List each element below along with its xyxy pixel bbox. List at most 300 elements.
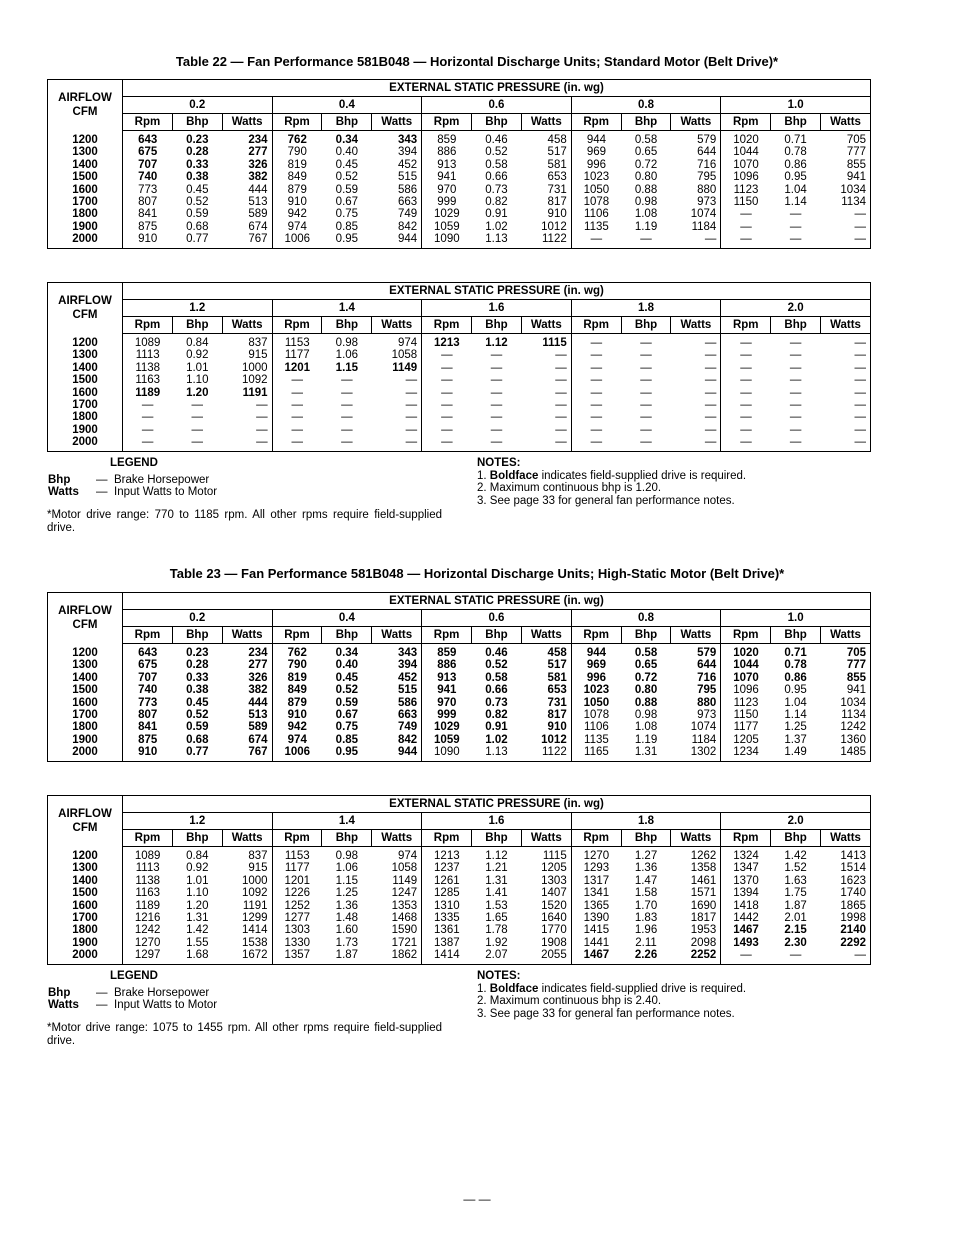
watts-cell: 382 — [248, 171, 268, 184]
bhp-cell: 0.98 — [634, 196, 658, 209]
rpm-cell: 1059 — [422, 734, 472, 746]
rpm-cell: 875 — [123, 221, 173, 233]
bhp-cell: 0.58 — [485, 671, 508, 684]
rpm-cell: 879 — [272, 184, 322, 196]
rpm-cell: 762 — [272, 131, 322, 147]
legend-desc: Input Watts to Motor — [114, 486, 218, 498]
table-row — [48, 334, 871, 350]
note-bold: Boldface — [489, 982, 539, 995]
rpm-cell: 1261 — [422, 875, 472, 887]
bhp-cell: 0.66 — [485, 171, 508, 184]
watts-cell: — — [704, 374, 717, 387]
rpm-cell: 886 — [422, 659, 472, 671]
bhp-cell: 0.67 — [335, 709, 359, 722]
bhp-cell: 2.07 — [485, 949, 508, 962]
rpm-cell: 1341 — [571, 887, 621, 899]
rpm-cell: 1387 — [422, 937, 472, 949]
bhp-cell: 0.52 — [335, 684, 359, 697]
airflow-cell: 1800 — [48, 721, 123, 733]
airflow-cell: 1200 — [48, 644, 123, 660]
rpm-header: Rpm — [571, 317, 621, 334]
watts-cell: 1740 — [840, 887, 866, 900]
rpm-cell: 1213 — [422, 847, 472, 863]
watts-cell: 382 — [248, 684, 268, 697]
table-row — [48, 424, 871, 436]
bhp-cell: — — [191, 436, 204, 449]
bhp-cell: 2.26 — [634, 949, 658, 962]
table-row — [48, 171, 871, 183]
rpm-cell: 1050 — [571, 184, 621, 196]
rpm-cell: 969 — [571, 659, 621, 671]
rpm-cell: 1493 — [721, 937, 771, 949]
watts-cell: 515 — [397, 171, 418, 184]
airflow-cell: 1800 — [48, 208, 123, 220]
rpm-cell: 1135 — [571, 734, 621, 746]
rpm-cell: — — [571, 436, 621, 451]
legend-dash: — — [96, 986, 108, 999]
table-row — [48, 436, 871, 451]
rpm-cell: 1370 — [721, 875, 771, 887]
bhp-header: Bhp — [771, 830, 821, 847]
watts-cell: 705 — [846, 134, 866, 146]
airflow-cell: 1700 — [48, 399, 123, 411]
watts-cell: 855 — [846, 158, 866, 171]
watts-cell: — — [854, 949, 866, 962]
rpm-cell: — — [571, 334, 621, 350]
bhp-cell: 1.96 — [634, 924, 658, 937]
watts-cell: — — [704, 349, 717, 362]
bhp-cell: 1.65 — [485, 912, 508, 925]
bhp-cell: — — [490, 374, 503, 387]
pressure-group-header: 0.4 — [272, 610, 422, 627]
watts-cell: 1461 — [690, 874, 717, 887]
bhp-cell: — — [191, 411, 204, 424]
table-row — [48, 937, 871, 949]
watts-cell: — — [405, 423, 418, 436]
watts-cell: — — [854, 411, 866, 424]
watts-cell: 880 — [697, 183, 717, 196]
table-row — [48, 912, 871, 924]
table-row — [48, 374, 871, 386]
bhp-header: Bhp — [172, 114, 222, 131]
bhp-cell: 0.71 — [784, 647, 807, 659]
rpm-cell: 879 — [272, 697, 322, 709]
bhp-cell: 0.72 — [634, 671, 658, 684]
rpm-cell: 1205 — [721, 734, 771, 746]
rpm-cell: 859 — [422, 131, 472, 147]
pressure-group-header: 2.0 — [721, 300, 871, 317]
rpm-cell: — — [272, 387, 322, 399]
table-row — [48, 697, 871, 709]
watts-cell: — — [704, 399, 717, 412]
legend-row-bhp — [48, 987, 217, 1000]
bhp-cell: 0.45 — [186, 183, 209, 196]
watts-cell: 795 — [697, 684, 717, 697]
rpm-cell: — — [422, 424, 472, 436]
bhp-cell: — — [191, 399, 204, 412]
watts-cell: 767 — [248, 746, 268, 759]
bhp-cell: 1.75 — [784, 887, 807, 900]
rpm-cell: 1020 — [721, 131, 771, 147]
bhp-cell: 0.82 — [485, 709, 508, 722]
legend-row-bhp — [48, 474, 217, 487]
bhp-cell: — — [341, 386, 353, 399]
bhp-cell: 0.40 — [335, 146, 359, 159]
bhp-cell: 1.08 — [634, 721, 658, 734]
watts-cell: — — [854, 349, 866, 362]
bhp-cell: 0.68 — [186, 733, 209, 746]
bhp-cell: 1.49 — [784, 746, 807, 759]
rpm-cell: 1414 — [422, 949, 472, 964]
notes-22 — [477, 457, 746, 507]
rpm-cell: — — [721, 374, 771, 386]
bhp-cell: — — [341, 436, 353, 449]
watts-header: Watts — [222, 114, 272, 131]
watts-cell: — — [555, 399, 567, 412]
bhp-cell: 1.48 — [335, 912, 359, 925]
note-item — [477, 995, 746, 1008]
bhp-cell: 0.58 — [634, 647, 658, 659]
bhp-cell: 0.85 — [335, 220, 359, 233]
bhp-cell: — — [789, 949, 802, 962]
watts-cell: — — [854, 436, 866, 449]
rpm-cell: — — [571, 349, 621, 361]
rpm-cell: — — [422, 399, 472, 411]
legend-22 — [48, 457, 217, 499]
footnote-22: *Motor drive range: 770 to 1185 rpm. All other rpms require field-supplied drive. — [47, 509, 442, 534]
table-row — [48, 362, 871, 374]
watts-cell: 944 — [397, 233, 418, 246]
watts-cell: 1413 — [840, 850, 866, 862]
bhp-header: Bhp — [322, 317, 372, 334]
rpm-cell: 643 — [123, 644, 173, 660]
watts-cell: 1034 — [840, 183, 866, 196]
bhp-cell: 0.68 — [186, 220, 209, 233]
bhp-cell: 2.15 — [784, 924, 807, 937]
watts-cell: 326 — [248, 671, 268, 684]
bhp-cell: 0.45 — [335, 158, 359, 171]
watts-cell: 1414 — [241, 924, 268, 937]
rpm-cell: 1310 — [422, 900, 472, 912]
rpm-header: Rpm — [571, 114, 621, 131]
watts-header: Watts — [521, 317, 571, 334]
note-text: See page 33 for general fan performance notes. — [489, 494, 735, 507]
watts-cell: 1485 — [840, 746, 866, 759]
bhp-cell: 2.11 — [635, 936, 657, 949]
bhp-header: Bhp — [172, 627, 222, 644]
bhp-cell: — — [490, 436, 503, 449]
watts-cell: 343 — [397, 134, 418, 146]
watts-cell: 944 — [397, 746, 418, 759]
note-number: 2. — [477, 482, 490, 494]
bhp-cell: 0.52 — [186, 709, 209, 722]
bhp-cell: 1.20 — [186, 899, 209, 912]
rpm-cell: 996 — [571, 672, 621, 684]
airflow-header — [48, 80, 123, 131]
bhp-cell: 0.84 — [186, 850, 209, 862]
pressure-group-header: 1.4 — [272, 813, 422, 830]
esp-header: EXTERNAL STATIC PRESSURE (in. wg) — [123, 80, 871, 97]
bhp-cell: 0.52 — [485, 146, 508, 159]
pressure-group-header: 0.4 — [272, 97, 422, 114]
watts-cell: 586 — [397, 696, 418, 709]
watts-cell: 915 — [248, 349, 268, 362]
watts-cell: 343 — [397, 647, 418, 659]
table-row — [48, 721, 871, 733]
rpm-cell: 1029 — [422, 208, 472, 220]
rpm-cell: 1113 — [123, 862, 173, 874]
bhp-cell: — — [789, 208, 802, 221]
bhp-cell: 1.12 — [485, 850, 508, 862]
rpm-cell: — — [721, 208, 771, 220]
rpm-cell: 1165 — [571, 746, 621, 761]
rpm-header: Rpm — [422, 830, 472, 847]
bhp-cell: 1.10 — [186, 374, 209, 387]
watts-cell: 1538 — [241, 936, 268, 949]
rpm-cell: — — [721, 362, 771, 374]
bhp-cell: 0.95 — [784, 171, 807, 184]
note-item — [477, 1008, 746, 1021]
note-number: 2. — [477, 995, 490, 1007]
bhp-cell: 1.19 — [634, 733, 658, 746]
bhp-cell: — — [640, 423, 652, 436]
table-row — [48, 387, 871, 399]
watts-cell: 2098 — [690, 936, 717, 949]
rpm-cell: 1347 — [721, 862, 771, 874]
rpm-cell: 1070 — [721, 159, 771, 171]
bhp-cell: 0.84 — [186, 337, 209, 349]
watts-cell: 1721 — [391, 936, 418, 949]
bhp-cell: 1.27 — [634, 850, 658, 862]
watts-cell: 777 — [846, 146, 866, 159]
legend-title: LEGEND — [110, 457, 158, 469]
airflow-cell: 1400 — [48, 875, 123, 887]
watts-cell: 452 — [397, 158, 418, 171]
watts-cell: 1092 — [241, 374, 268, 387]
rpm-cell: 1138 — [123, 362, 173, 374]
watts-cell: 2292 — [840, 936, 866, 949]
bhp-header: Bhp — [322, 830, 372, 847]
bhp-cell: 1.12 — [485, 337, 508, 349]
rpm-cell: — — [721, 334, 771, 350]
bhp-cell: 0.59 — [186, 721, 209, 734]
rpm-cell: 1467 — [721, 924, 771, 936]
watts-cell: 586 — [397, 183, 418, 196]
bhp-cell: 0.98 — [634, 709, 658, 722]
table-22-part-1 — [47, 79, 871, 249]
watts-cell: — — [704, 386, 717, 399]
watts-cell: 444 — [248, 183, 268, 196]
rpm-cell: 970 — [422, 184, 472, 196]
watts-header: Watts — [821, 317, 871, 334]
table-row — [48, 684, 871, 696]
bhp-cell: — — [341, 374, 353, 387]
bhp-cell: 0.58 — [485, 158, 508, 171]
rpm-cell: 1361 — [422, 924, 472, 936]
watts-cell: 716 — [697, 671, 717, 684]
watts-cell: 1122 — [542, 233, 567, 246]
legend-23 — [48, 970, 217, 1012]
rpm-cell: 886 — [422, 146, 472, 158]
rpm-cell: 944 — [571, 131, 621, 147]
airflow-cell: 2000 — [48, 949, 123, 964]
bhp-header: Bhp — [621, 317, 671, 334]
watts-cell: — — [405, 386, 418, 399]
rpm-cell: 1189 — [123, 900, 173, 912]
rpm-header: Rpm — [422, 627, 472, 644]
bhp-header: Bhp — [771, 627, 821, 644]
bhp-cell: — — [490, 423, 503, 436]
rpm-cell: — — [571, 399, 621, 411]
rpm-cell: 1078 — [571, 709, 621, 721]
watts-cell: 234 — [248, 647, 268, 659]
rpm-cell: 1138 — [123, 875, 173, 887]
rpm-cell: 1006 — [272, 746, 322, 761]
table-22-part-2 — [47, 282, 871, 452]
watts-cell: 941 — [846, 171, 866, 184]
watts-cell: 1640 — [541, 912, 567, 925]
watts-header: Watts — [222, 830, 272, 847]
watts-cell: 973 — [697, 709, 717, 722]
rpm-cell: 1096 — [721, 171, 771, 183]
bhp-cell: 0.33 — [186, 671, 209, 684]
rpm-cell: — — [123, 424, 173, 436]
bhp-cell: 0.46 — [485, 647, 508, 659]
watts-cell: — — [854, 361, 866, 374]
pressure-group-header: 0.6 — [422, 610, 572, 627]
table-row — [48, 349, 871, 361]
airflow-cell: 1800 — [48, 924, 123, 936]
bhp-cell: 0.45 — [335, 671, 359, 684]
watts-cell: 458 — [547, 647, 567, 659]
rpm-cell: 999 — [422, 196, 472, 208]
rpm-cell: — — [272, 424, 322, 436]
watts-cell: 817 — [547, 709, 567, 722]
rpm-header: Rpm — [123, 317, 173, 334]
watts-cell: 1358 — [690, 862, 717, 875]
rpm-cell: 849 — [272, 171, 322, 183]
table-row — [48, 924, 871, 936]
esp-header: EXTERNAL STATIC PRESSURE (in. wg) — [123, 593, 871, 610]
watts-cell: 517 — [547, 146, 567, 159]
bhp-header: Bhp — [771, 114, 821, 131]
watts-cell: 1262 — [690, 850, 717, 862]
bhp-cell: 0.66 — [485, 684, 508, 697]
table-row — [48, 875, 871, 887]
pressure-group-header: 1.4 — [272, 300, 422, 317]
rpm-cell: 944 — [571, 644, 621, 660]
watts-cell: 653 — [547, 684, 567, 697]
bhp-cell: — — [341, 399, 353, 412]
watts-cell: 974 — [397, 850, 418, 862]
bhp-cell: 1.31 — [485, 874, 508, 887]
bhp-cell: 2.01 — [784, 912, 807, 925]
watts-cell: 1770 — [541, 924, 567, 937]
rpm-cell: 707 — [123, 672, 173, 684]
watts-cell: 915 — [248, 862, 268, 875]
notes-title: NOTES: — [477, 457, 521, 469]
watts-cell: 1058 — [391, 349, 418, 362]
watts-header: Watts — [372, 627, 422, 644]
legend-row-watts — [48, 999, 217, 1012]
table-row — [48, 847, 871, 863]
bhp-cell: 0.23 — [186, 647, 209, 659]
watts-cell: 1191 — [242, 386, 268, 399]
watts-cell: 1149 — [392, 874, 418, 887]
bhp-cell: 0.73 — [485, 183, 508, 196]
table-row — [48, 644, 871, 660]
rpm-cell: 1050 — [571, 697, 621, 709]
rpm-cell: 1216 — [123, 912, 173, 924]
watts-header: Watts — [821, 114, 871, 131]
bhp-cell: — — [640, 436, 652, 449]
table-row — [48, 734, 871, 746]
watts-cell: — — [405, 436, 418, 449]
watts-cell: 1205 — [541, 862, 567, 875]
rpm-cell: 1106 — [571, 721, 621, 733]
rpm-cell: — — [272, 436, 322, 451]
rpm-cell: — — [721, 424, 771, 436]
rpm-cell: 910 — [123, 233, 173, 248]
watts-cell: — — [854, 399, 866, 412]
watts-cell: — — [555, 361, 567, 374]
watts-header: Watts — [821, 830, 871, 847]
rpm-cell: 819 — [272, 159, 322, 171]
bhp-cell: 0.78 — [784, 146, 807, 159]
airflow-cell: 2000 — [48, 436, 123, 451]
watts-cell: 277 — [248, 146, 268, 159]
bhp-header: Bhp — [621, 114, 671, 131]
watts-cell: 842 — [397, 220, 418, 233]
bhp-cell: 0.92 — [186, 862, 209, 875]
watts-cell: 1953 — [690, 924, 717, 937]
bhp-cell: 0.88 — [634, 696, 658, 709]
bhp-cell: 1.31 — [634, 746, 658, 759]
watts-cell: 444 — [248, 696, 268, 709]
watts-cell: 1012 — [541, 220, 567, 233]
table-row — [48, 746, 871, 761]
watts-cell: 1690 — [690, 899, 717, 912]
airflow-cell: 1200 — [48, 847, 123, 863]
watts-cell: 674 — [248, 733, 268, 746]
watts-cell: — — [405, 411, 418, 424]
rpm-cell: — — [571, 374, 621, 386]
cfm-label: CFM — [72, 106, 98, 119]
watts-cell: 1865 — [840, 899, 866, 912]
legend-title: LEGEND — [110, 970, 158, 982]
watts-header: Watts — [372, 114, 422, 131]
watts-cell: 1012 — [541, 733, 567, 746]
bhp-cell: 0.28 — [186, 146, 209, 159]
watts-cell: 579 — [697, 647, 717, 659]
table-row — [48, 659, 871, 671]
table-row — [48, 233, 871, 248]
rpm-cell: 913 — [422, 672, 472, 684]
watts-cell: 394 — [397, 659, 418, 672]
bhp-cell: 0.86 — [784, 671, 807, 684]
rpm-cell: — — [123, 436, 173, 451]
bhp-cell: 1.83 — [634, 912, 658, 925]
bhp-cell: 0.65 — [634, 659, 658, 672]
bhp-cell: 1.01 — [186, 361, 209, 374]
cfm-label: CFM — [72, 822, 98, 835]
airflow-cell: 1300 — [48, 862, 123, 874]
bhp-cell: 0.73 — [485, 696, 508, 709]
watts-cell: — — [704, 423, 717, 436]
legend-abbr: Bhp — [48, 473, 71, 486]
bhp-cell: 0.92 — [186, 349, 209, 362]
airflow-header — [48, 796, 123, 847]
